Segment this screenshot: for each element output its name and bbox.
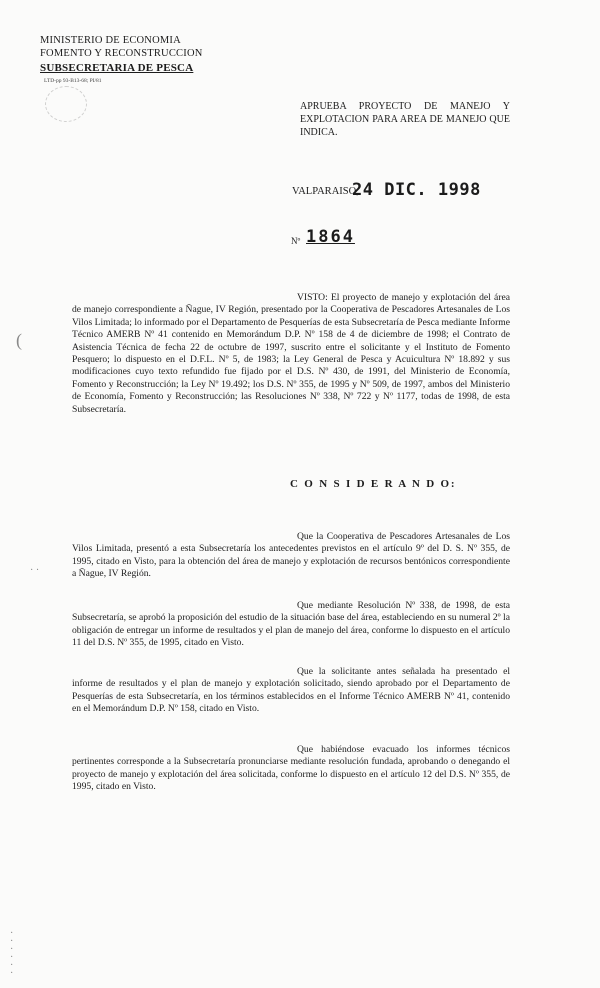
margin-bracket-mark: ( bbox=[16, 330, 22, 350]
number-label: Nº bbox=[291, 236, 301, 246]
place-label: VALPARAISO, bbox=[292, 186, 359, 197]
official-stamp bbox=[45, 86, 87, 122]
considerando-paragraph-3: Que la solicitante antes señalada ha presentado el informe de resultados y el plan de manejo y explotación solicitado, siendo aprobado por el Departamento de Pesquerías de esta Subsecretaría, en los términos establecidos en el Informe Técnico AMERB Nº 41, contenido en el Memorándum D.P. Nº 158, citado en Visto. bbox=[72, 666, 510, 715]
ministry-name-line1: MINISTERIO DE ECONOMIA bbox=[40, 35, 181, 46]
ministry-name-line2: FOMENTO Y RECONSTRUCCION bbox=[40, 48, 203, 59]
resolution-number: 1864 bbox=[306, 227, 355, 247]
visto-paragraph: VISTO: El proyecto de manejo y explotación del área de manejo correspondiente a Ñague, IV Región, presentado por la Cooperativa de Pescadores Artesanales de Los Vilos Limitada; lo informado por el Departamento de Pesquerías de esta Subsecretaría de Pesca mediante Informe Técnico AMERB Nº 41 contenido en Memorándum D.P. Nº 158 de 4 de diciembre de 1998; el Contrato de Asistencia Técnica de fecha 22 de octubre de 1997, suscrito entre el solicitante y el Instituto de Fomento Pesquero; lo dispuesto en el D.F.L. Nº 5, de 1983; la Ley General de Pesca y Acuicultura Nº 18.892 y sus modificaciones cuyo texto refundido fue fijado por el D.S. Nº 430, de 1991, del Ministerio de Economía, Fomento y Reconstrucción; la Ley Nº 19.492; los D.S. Nº 355, de 1995 y Nº 509, de 1997, ambos del Ministerio de Economía, Fomento y Reconstrucción; las Resoluciones Nº 338, Nº 722 y Nº 1177, todas de 1998, de esta Subsecretaría. bbox=[72, 292, 510, 415]
margin-scan-dots: · · · · · · bbox=[10, 928, 14, 979]
considerando-heading: C O N S I D E R A N D O: bbox=[290, 478, 457, 490]
document-subject: APRUEBA PROYECTO DE MANEJO Y EXPLOTACION PARA AREA DE MANEJO QUE INDICA. bbox=[300, 101, 510, 138]
subsecretaria-name: SUBSECRETARIA DE PESCA bbox=[40, 62, 194, 74]
considerando-paragraph-4: Que habiéndose evacuado los informes técnicos pertinentes corresponde a la Subsecretaría pronunciarse mediante resolución fundada, aprobando o denegando el proyecto de manejo y explotación del área solicitada, conforme lo dispuesto en el artículo 12 del D.S. Nº 355, de 1995, citado en Visto. bbox=[72, 744, 510, 793]
considerando-paragraph-2: Que mediante Resolución Nº 338, de 1998, de esta Subsecretaría, se aprobó la proposición del estudio de la situación base del área, estableciendo en su numeral 2º la obligación de entregar un informe de resultados y el plan de manejo del área, conforme lo dispuesto en el artículo 11 del D.S. Nº 355, de 1995, citado en Visto. bbox=[72, 600, 510, 649]
margin-scan-mark: · · bbox=[30, 565, 40, 576]
reference-code: LTD-pp 93-B13-68; PI/81 bbox=[44, 78, 102, 84]
considerando-paragraph-1: Que la Cooperativa de Pescadores Artesanales de Los Vilos Limitada, presentó a esta Subsecretaría los antecedentes previstos en el artículo 9º del D. S. Nº 355, de 1995, citado en Visto, para la obtención del área de manejo y explotación de recursos bentónicos correspondiente a Ñague, IV Región. bbox=[72, 531, 510, 580]
document-date: 24 DIC. 1998 bbox=[352, 180, 481, 200]
